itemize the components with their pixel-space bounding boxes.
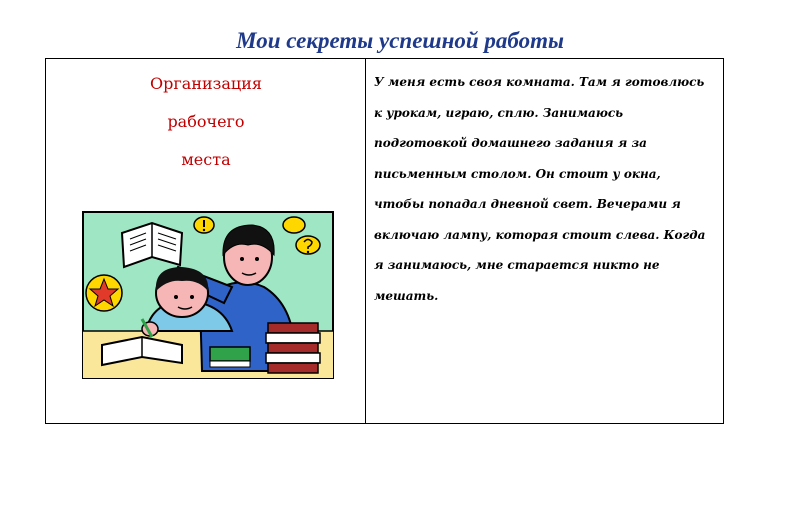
- text-line-5: чтобы попадал дневной свет. Вечерами я: [374, 197, 681, 211]
- content-table: [45, 58, 724, 424]
- section-heading: [86, 65, 326, 179]
- heading-line-1: Организация: [150, 74, 262, 93]
- text-line-6: включаю лампу, которая стоит слева. Когда: [374, 227, 706, 242]
- text-line-2: к урокам, играю, сплю. Занимаюсь: [374, 105, 624, 120]
- text-line-1: У меня есть своя комната. Там я готовлюсь: [374, 75, 705, 89]
- father-son-studying-illustration: [82, 211, 334, 379]
- description-paragraph: [366, 59, 723, 311]
- heading-line-3: места: [181, 150, 231, 169]
- right-cell: [366, 59, 723, 423]
- star-burst-icon: [86, 275, 122, 311]
- heading-line-2: рабочего: [167, 112, 245, 131]
- text-line-4: письменным столом. Он стоит у окна,: [374, 166, 661, 181]
- exclamation-bubble-icon: [194, 217, 214, 233]
- text-line-7: я занимаюсь, мне старается никто не: [374, 258, 660, 272]
- text-line-3: подготовкой домашнего задания я за: [374, 136, 647, 150]
- text-line-8: мешать.: [374, 288, 439, 303]
- left-cell: [46, 59, 366, 423]
- page-title: Мои секреты успешной работы: [236, 28, 564, 53]
